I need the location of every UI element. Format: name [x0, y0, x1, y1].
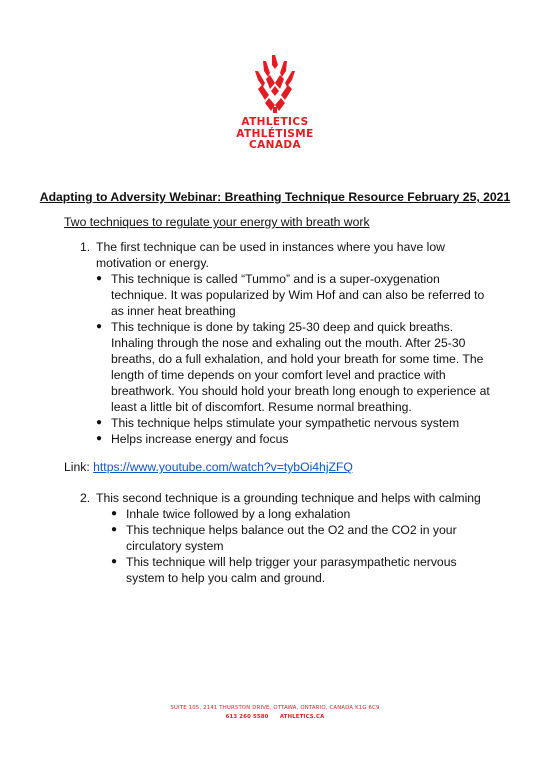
section-1-bullet-2: This technique is done by taking 25-30 deep and quick breaths. Inhaling through the nose and exhaling out the mouth. After 25-30 breaths, do a full exhalation, and hold your breath for some time. The length of time depends on your comfort level and practice with breathwork. You should hold your breath long enough to experience at least a little bit of discomfort. Resume normal breathing. — [111, 320, 490, 414]
athletics-canada-logo — [0, 55, 550, 152]
youtube-link[interactable]: https://www.youtube.com/watch?v=tybOi4hjZFQ — [93, 460, 353, 474]
footer-address: SUITE 105, 2141 THURSTON DRIVE, OTTAWA, ONTARIO, CANADA K1G 6C9 — [170, 705, 380, 711]
bullet-icon: ● — [96, 273, 103, 284]
section-1-number: 1. — [80, 240, 91, 254]
section-2-bullet-1: Inhale twice followed by a long exhalation — [126, 507, 351, 521]
bullet-icon: ● — [111, 524, 118, 535]
brand-name — [0, 117, 550, 152]
bullet-icon: ● — [96, 321, 103, 332]
brand-line-athletics: ATHLETICS — [241, 116, 309, 128]
brand-line-athletisme: ATHLÉTISME — [236, 127, 314, 140]
link-label: Link: — [64, 460, 90, 474]
bullet-icon: ● — [96, 433, 103, 444]
bullet-icon: ● — [111, 508, 118, 519]
maple-leaf-flame-icon — [252, 55, 298, 113]
section-1-intro: The first technique can be used in instances where you have low motivation or energy. — [96, 240, 445, 270]
brand-line-canada: CANADA — [249, 139, 301, 151]
footer-phone: 613 260 5580 — [225, 714, 269, 720]
document-subtitle: Two techniques to regulate your energy with breath work — [64, 215, 370, 229]
footer-website: ATHLETICS.CA — [279, 714, 325, 720]
section-2-bullet-3: This technique will help trigger your parasympathetic nervous system to help you calm and ground. — [126, 555, 457, 585]
section-2-bullet-2: This technique helps balance out the O2 and the CO2 in your circulatory system — [126, 523, 457, 553]
section-1-bullet-4: Helps increase energy and focus — [111, 432, 289, 446]
document-title: Adapting to Adversity Webinar: Breathing Technique Resource February 25, 2021 — [39, 190, 511, 204]
bullet-icon: ● — [96, 417, 103, 428]
bullet-icon: ● — [111, 556, 118, 567]
section-2-intro: This second technique is a grounding technique and helps with calming — [96, 491, 481, 505]
footer-contact — [0, 714, 550, 720]
section-1-bullet-3: This technique helps stimulate your sympathetic nervous system — [111, 416, 460, 430]
link-line — [64, 459, 494, 475]
section-2-number: 2. — [80, 491, 91, 505]
section-1-bullet-1: This technique is called “Tummo” and is a super-oxygenation technique. It was popularized by Wim Hof and can also be referred to as inner heat breathing — [111, 272, 485, 318]
